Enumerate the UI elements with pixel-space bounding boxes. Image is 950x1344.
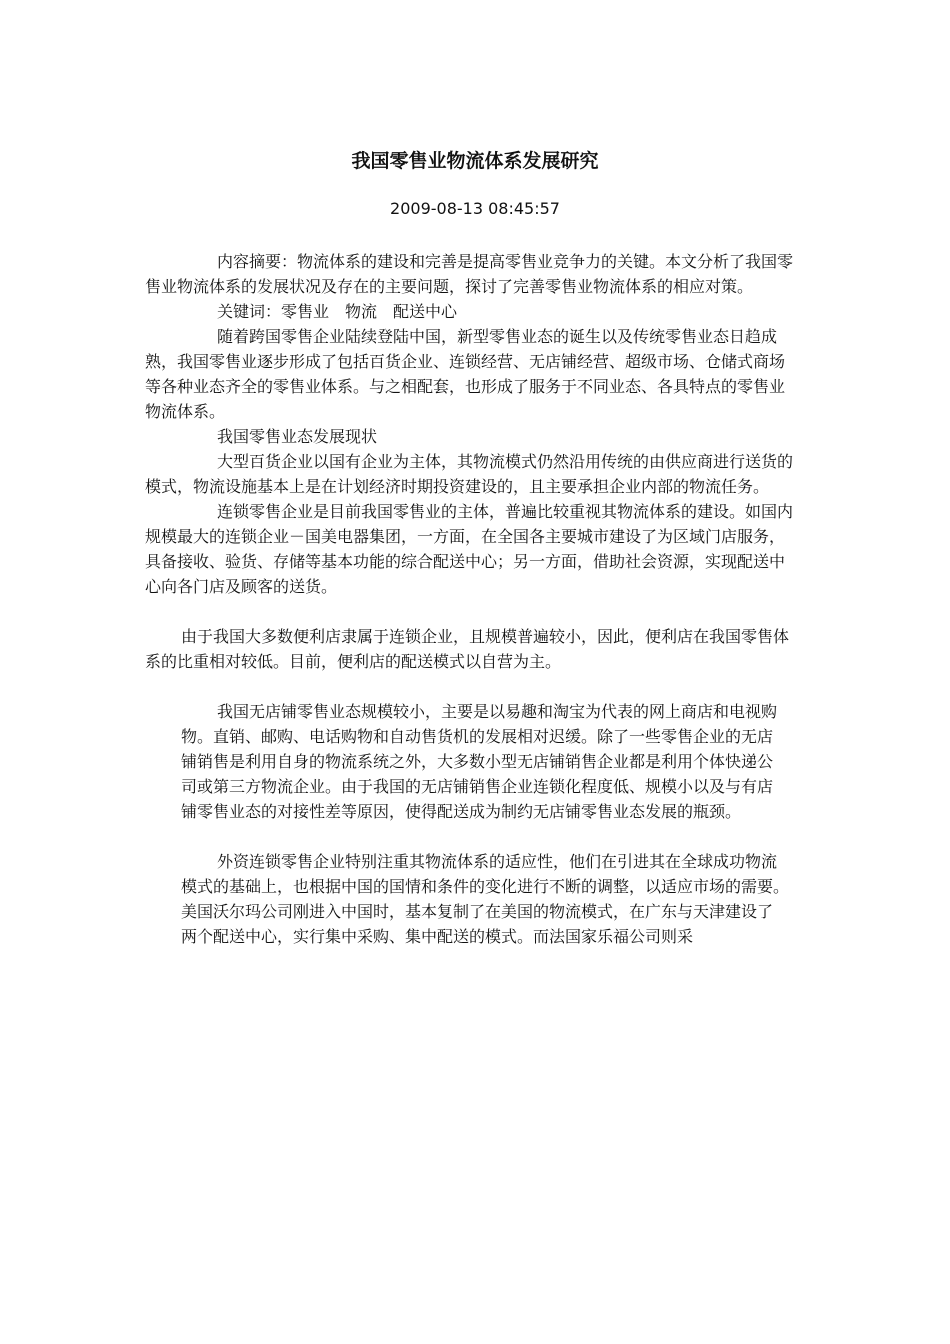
non-store-line: 我国无店铺零售业态规模较小，主要是以易趣和淘宝为代表的网上商店和电视购	[217, 702, 778, 721]
blank-line	[145, 824, 800, 849]
non-store-line: 物。直销、邮购、电话购物和自动售货机的发展相对迟缓。除了一些零售企业的无店	[181, 727, 774, 746]
foreign-retail-line: 美国沃尔玛公司刚进入中国时，基本复制了在美国的物流模式，在广东与天津建设了	[181, 902, 774, 921]
keywords-line: 关键词：零售业 物流 配送中心	[217, 302, 458, 321]
convenience-store-paragraph: 由于我国大多数便利店隶属于连锁企业，且规模普遍较小，因此，便利店在我国零售体系的比重相对较低。目前，便利店的配送模式以自营为主。	[145, 627, 790, 671]
chain-retail-paragraph: 连锁零售企业是目前我国零售业的主体，普遍比较重视其物流体系的建设。如国内规模最大的连锁企业－国美电器集团，一方面，在全国各主要城市建设了为区域门店服务，具备接收、验货、存储等基本功能的综合配送中心；另一方面，借助社会资源，实现配送中心向各门店及顾客的送货。	[145, 502, 794, 596]
abstract-paragraph: 内容摘要：物流体系的建设和完善是提高零售业竞争力的关键。本文分析了我国零售业物流体系的发展状况及存在的主要问题，探讨了完善零售业物流体系的相应对策。	[145, 252, 794, 296]
foreign-retail-line: 两个配送中心，实行集中采购、集中配送的模式。而法国家乐福公司则采	[181, 927, 694, 946]
blank-line	[145, 599, 800, 624]
article-body	[145, 249, 800, 949]
publish-date: 2009-08-13 08:45:57	[390, 199, 560, 218]
article-title: 我国零售业物流体系发展研究	[351, 150, 599, 172]
non-store-line: 司或第三方物流企业。由于我国的无店铺销售企业连锁化程度低、规模小以及与有店	[181, 777, 774, 796]
foreign-retail-line: 外资连锁零售企业特别注重其物流体系的适应性，他们在引进其在全球成功物流	[217, 852, 778, 871]
blank-line	[145, 674, 800, 699]
department-store-paragraph: 大型百货企业以国有企业为主体，其物流模式仍然沿用传统的由供应商进行送货的模式，物流设施基本上是在计划经济时期投资建设的，且主要承担企业内部的物流任务。	[145, 452, 794, 496]
section-heading: 我国零售业态发展现状	[217, 427, 378, 446]
non-store-line: 铺零售业态的对接性差等原因，使得配送成为制约无店铺零售业态发展的瓶颈。	[181, 802, 742, 821]
non-store-line: 铺销售是利用自身的物流系统之外，大多数小型无店铺销售企业都是利用个体快递公	[181, 752, 774, 771]
foreign-retail-line: 模式的基础上，也根据中国的国情和条件的变化进行不断的调整，以适应市场的需要。	[181, 877, 790, 896]
intro-paragraph: 随着跨国零售企业陆续登陆中国，新型零售业态的诞生以及传统零售业态日趋成熟，我国零售业逐步形成了包括百货企业、连锁经营、无店铺经营、超级市场、仓储式商场等各种业态齐全的零售业体系。与之相配套，也形成了服务于不同业态、各具特点的零售业物流体系。	[145, 327, 786, 421]
